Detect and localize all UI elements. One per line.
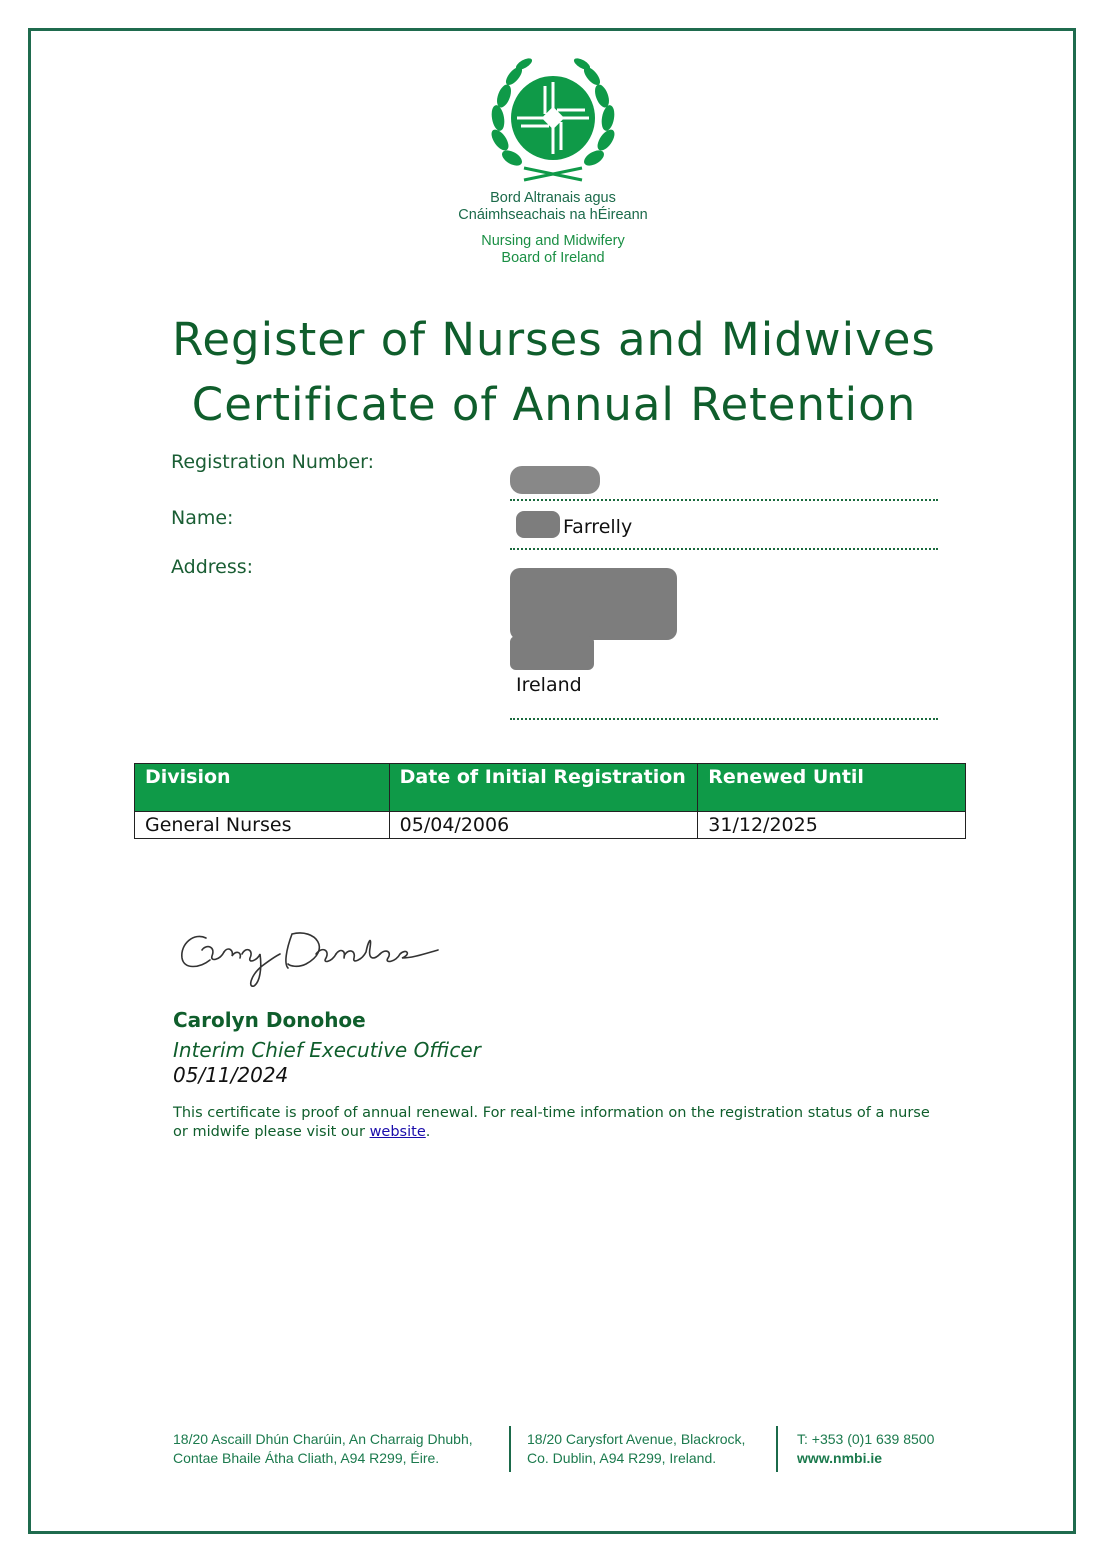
column-header-initial-registration: Date of Initial Registration <box>389 764 698 812</box>
registration-number-label: Registration Number: <box>171 451 375 473</box>
certificate-title-line1: Register of Nurses and Midwives <box>172 313 936 366</box>
registration-number-redacted <box>510 466 600 494</box>
website-link[interactable]: website <box>369 1124 426 1140</box>
column-header-renewed-until: Renewed Until <box>698 764 966 812</box>
signatory-name: Carolyn Donohoe <box>173 1008 366 1032</box>
footer-english-address <box>527 1430 745 1468</box>
address-underline <box>510 718 938 720</box>
organization-name-irish <box>400 190 706 224</box>
surname-value: Farrelly <box>563 516 633 538</box>
footer-website[interactable]: www.nmbi.ie <box>797 1450 883 1466</box>
footer-english-address-line2: Co. Dublin, A94 R299, Ireland. <box>527 1450 717 1466</box>
footer-irish-address <box>173 1430 473 1468</box>
handwritten-signature <box>176 920 446 990</box>
address-redacted-block <box>510 568 677 640</box>
footer-divider <box>509 1426 511 1472</box>
certificate-title-line2: Certificate of Annual Retention <box>191 378 917 431</box>
table-row <box>135 812 966 839</box>
renewed-until-cell: 31/12/2025 <box>698 812 966 839</box>
registration-table <box>134 763 966 839</box>
org-english-line1: Nursing and Midwifery <box>481 233 625 249</box>
org-irish-line1: Bord Altranais agus <box>490 190 616 206</box>
footer-irish-address-line1: 18/20 Ascaill Dhún Charúin, An Charraig Dhubh, <box>173 1431 473 1447</box>
signatory-title: Interim Chief Executive Officer <box>173 1038 481 1062</box>
table-header-row <box>135 764 966 812</box>
footer-contact <box>797 1430 934 1468</box>
address-country: Ireland <box>516 674 582 696</box>
footer-english-address-line1: 18/20 Carysfort Avenue, Blackrock, <box>527 1431 746 1447</box>
brigids-cross-wreath-logo <box>484 56 622 182</box>
name-underline <box>510 548 938 550</box>
org-english-line2: Board of Ireland <box>501 250 605 266</box>
name-label: Name: <box>171 507 234 529</box>
address-redacted-block-lower <box>510 636 594 670</box>
signature-date: 05/11/2024 <box>173 1063 289 1087</box>
org-irish-line2: Cnáimhseachais na hÉireann <box>458 207 648 223</box>
address-label: Address: <box>171 556 254 578</box>
footer-irish-address-line2: Contae Bhaile Átha Cliath, A94 R299, Éire. <box>173 1450 440 1466</box>
note-end: . <box>425 1124 431 1140</box>
renewal-note <box>173 1104 933 1142</box>
initial-registration-cell: 05/04/2006 <box>389 812 698 839</box>
organization-name-english <box>400 233 706 267</box>
first-name-redacted <box>516 511 560 538</box>
division-cell: General Nurses <box>135 812 390 839</box>
registration-number-underline <box>510 499 938 501</box>
note-text: This certificate is proof of annual renewal. For real-time information on the registration status of a nurse or midwife please visit our <box>173 1105 930 1140</box>
footer-divider <box>776 1426 778 1472</box>
footer-phone: T: +353 (0)1 639 8500 <box>797 1431 935 1447</box>
column-header-division: Division <box>135 764 390 812</box>
